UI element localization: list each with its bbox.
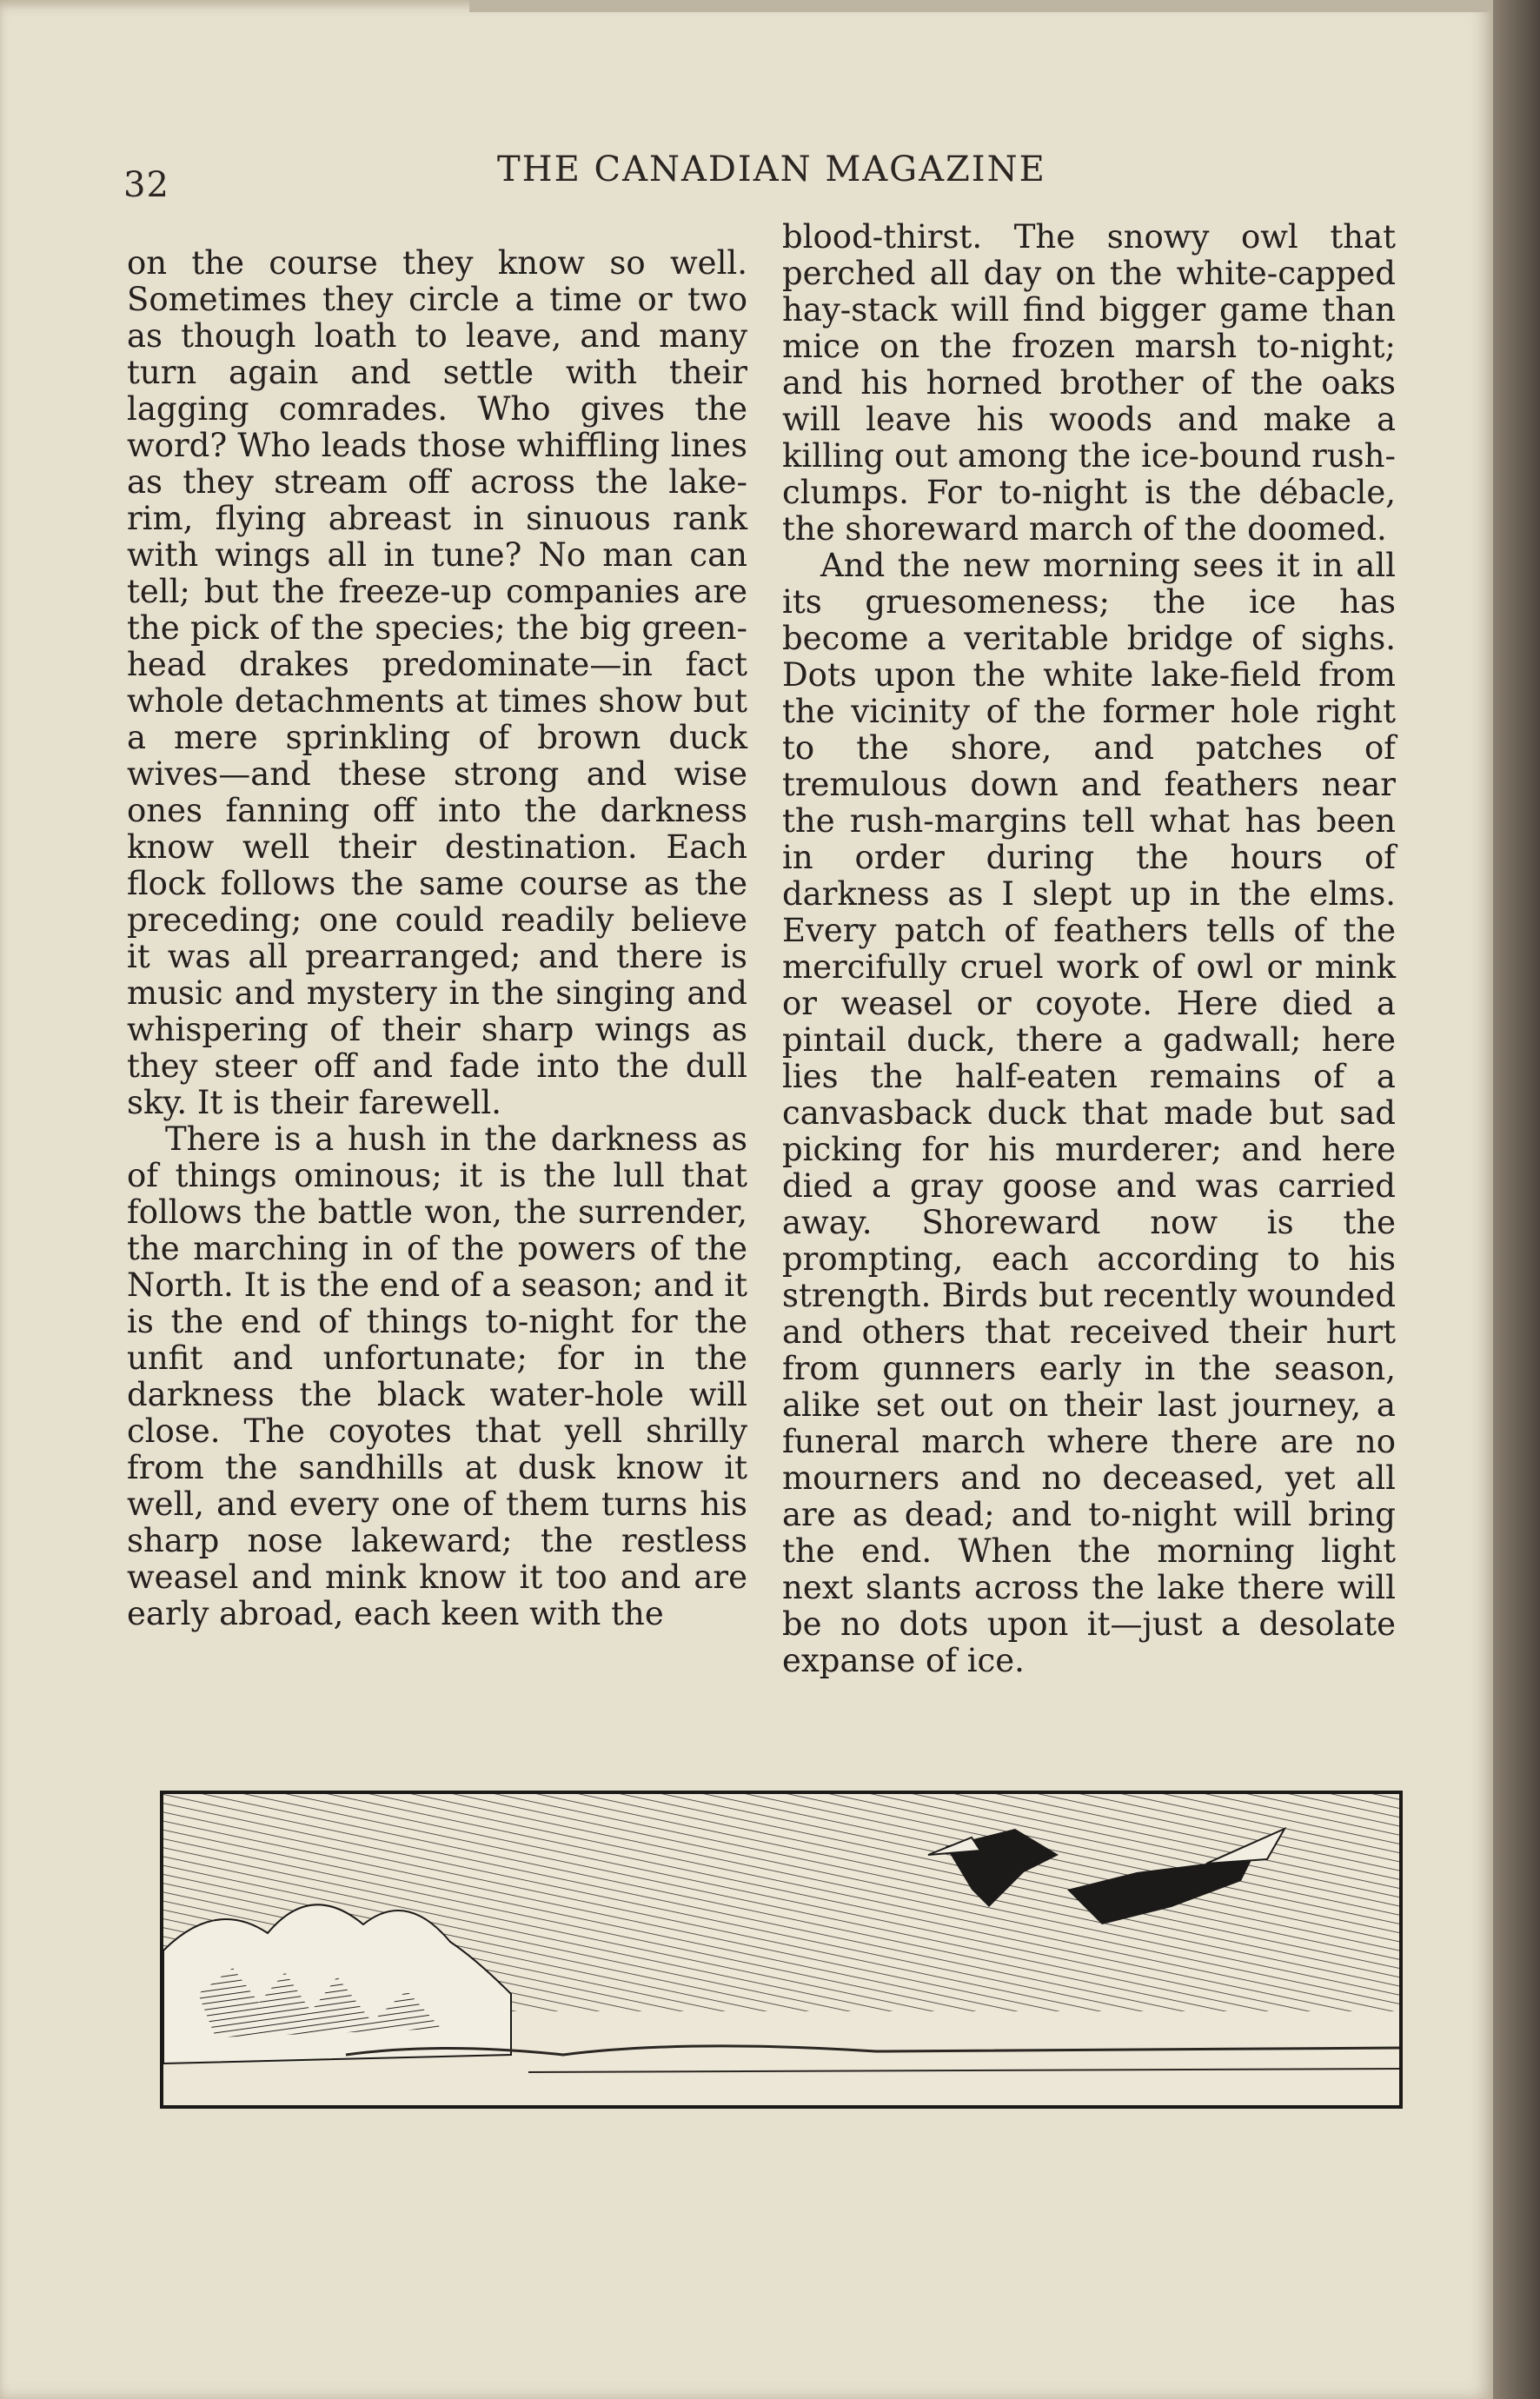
- engraving-image: [163, 1794, 1399, 2105]
- running-head: THE CANADIAN MAGAZINE: [497, 150, 1046, 189]
- paragraph: on the course they know so well. Sometimes they circle a time or two as though loath to leave, and many turn again and settle with their lagging comrades. Who gives the word? Who leads those whiffling lines as they stream off across the lake-rim, flying abreast in sinuous rank with wings all in tune? No man can tell; but the freeze-up companies are the pick of the species; the big green-head drakes predominate—in fact whole detachments at times show but a mere sprinkling of brown duck wives—and these strong and wise ones fanning off into the darkness know well their destination. Each flock follows the same course as the preceding; one could readily believe it was all prearranged; and there is music and mystery in the singing and whispering of their sharp wings as they steer off and fade into the dull sky. It is their farewell.: [127, 244, 747, 1121]
- paragraph: blood-thirst. The snowy owl that perched all day on the white-capped hay-stack will find bigger game than mice on the frozen marsh to-night; and his horned brother of the oaks will leave his woods and make a killing out among the ice-bound rush-clumps. For to-night is the débacle, the shoreward march of the doomed.: [782, 218, 1396, 548]
- book-spine-edge: [1493, 0, 1540, 2399]
- left-column: [127, 245, 747, 1632]
- paragraph: There is a hush in the darkness as of things ominous; it is the lull that follows the battle won, the surrender, the marching in of the powers of the North. It is the end of a season; and it is the end of things to-night for the unfit and unfortunate; for in the darkness the black water-hole will close. The coyotes that yell shrilly from the sandhills at dusk know it well, and every one of them turns his sharp nose lakeward; the restless weasel and mink know it too and are early abroad, each keen with the: [127, 1120, 747, 1632]
- page-top-edge: [469, 0, 1493, 12]
- flying-ducks-illustration: [160, 1791, 1403, 2109]
- right-column: [782, 219, 1396, 1679]
- page-number: 32: [123, 165, 169, 205]
- paragraph: And the new morning sees it in all its gruesomeness; the ice has become a veritable bridge of sighs. Dots upon the white lake-field from the vicinity of the former hole right to the shore, and patches of tremulous down and feathers near the rush-margins tell what has been in order during the hours of darkness as I slept up in the elms. Every patch of feathers tells of the mercifully cruel work of owl or mink or weasel or coyote. Here died a pintail duck, there a gadwall; here lies the half-eaten remains of a canvasback duck that made but sad picking for his murderer; and here died a gray goose and was carried away. Shoreward now is the prompting, each according to his strength. Birds but recently wounded and others that received their hurt from gunners early in the season, alike set out on their last journey, a funeral march where there are no mourners and no deceased, yet all are as dead; and to-night will bring the end. When the morning light next slants across the lake there will be no dots upon it—just a desolate expanse of ice.: [782, 547, 1396, 1679]
